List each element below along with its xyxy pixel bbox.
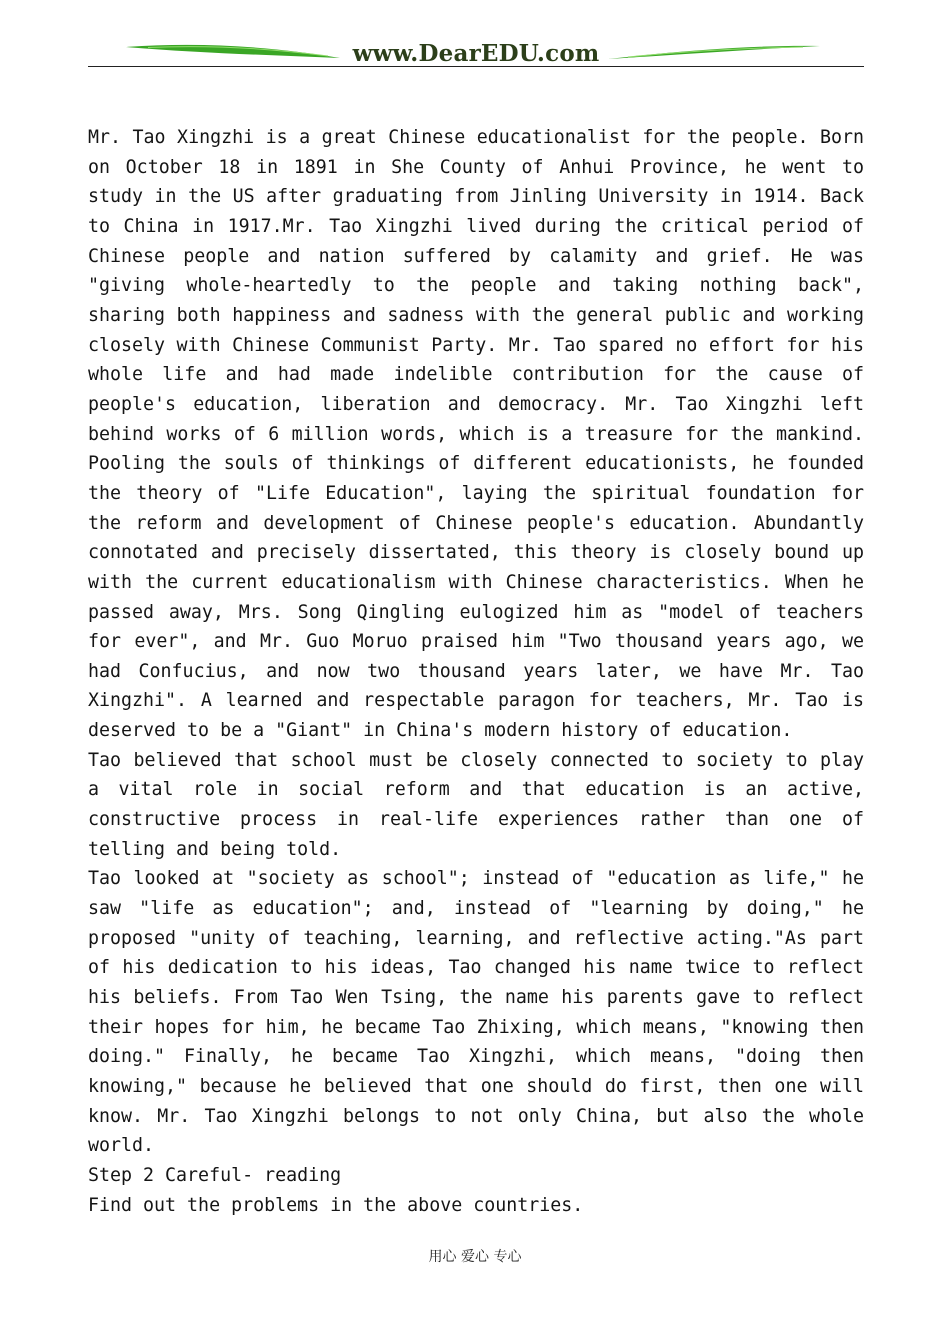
paragraph-biography: Mr. Tao Xingzhi is a great Chinese educationalist for the people. Born on October 18 in 1891 in She County of Anhui Province, he went to study in the US after graduating from Jinling University in 1914. Back to China in 1917.Mr. Tao Xingzhi lived during the critical period of Chinese people and nation suffered by calamity and grief. He was "giving whole-heartedly to the people and taking nothing back", sharing both happiness and sadness with the general public and working closely with Chinese Communist Party. Mr. Tao spared no effort for his whole life and had made indelible contribution for the cause of people's education, liberation and democracy. Mr. Tao Xingzhi left behind works of 6 million words, which is a treasure for the mankind. Pooling the souls of thinkings of different educationists, he founded the theory of "Life Education", laying the spiritual foundation for the reform and development of Chinese people's education. Abundantly connotated and precisely dissertated, this theory is closely bound up with the current educationalism with Chinese characteristics. When he passed away, Mrs. Song Qingling eulogized him as "model of teachers for ever", and Mr. Guo Moruo praised him "Two thousand years ago, we had Confucius, and now two thousand years later, we have Mr. Tao Xingzhi". A learned and respectable paragon for teachers, Mr. Tao is deserved to be a "Giant" in China's modern history of education. bbox=[88, 127, 864, 742]
document-body bbox=[88, 123, 864, 1220]
site-header bbox=[88, 38, 864, 68]
site-logo-text: www.DearEDU.com bbox=[88, 40, 864, 67]
paragraph-life-education: Tao looked at "society as school"; instead of "education as life," he saw "life as education"; and, instead of "learning by doing," he proposed "unity of teaching, learning, and reflective acting."As part of his dedication to his ideas, Tao changed his name twice to reflect his beliefs. From Tao Wen Tsing, the name his parents gave to reflect their hopes for him, he became Tao Zhixing, which means, "knowing then doing." Finally, he became Tao Xingzhi, which means, "doing then knowing," because he believed that one should do first, then one will know. Mr. Tao Xingzhi belongs to not only China, but also the whole world. bbox=[88, 868, 864, 1157]
step-heading: Step 2 Careful- reading bbox=[88, 1164, 342, 1186]
header-rule bbox=[88, 66, 864, 67]
paragraph-school-society: Tao believed that school must be closely connected to society to play a vital role in social reform and that education is an active, constructive process in real-life experiences rather than one of telling and being told. bbox=[88, 749, 864, 860]
instruction-text: Find out the problems in the above countries. bbox=[88, 1194, 584, 1216]
page-footer: 用心 爱心 专心 bbox=[428, 1249, 522, 1265]
